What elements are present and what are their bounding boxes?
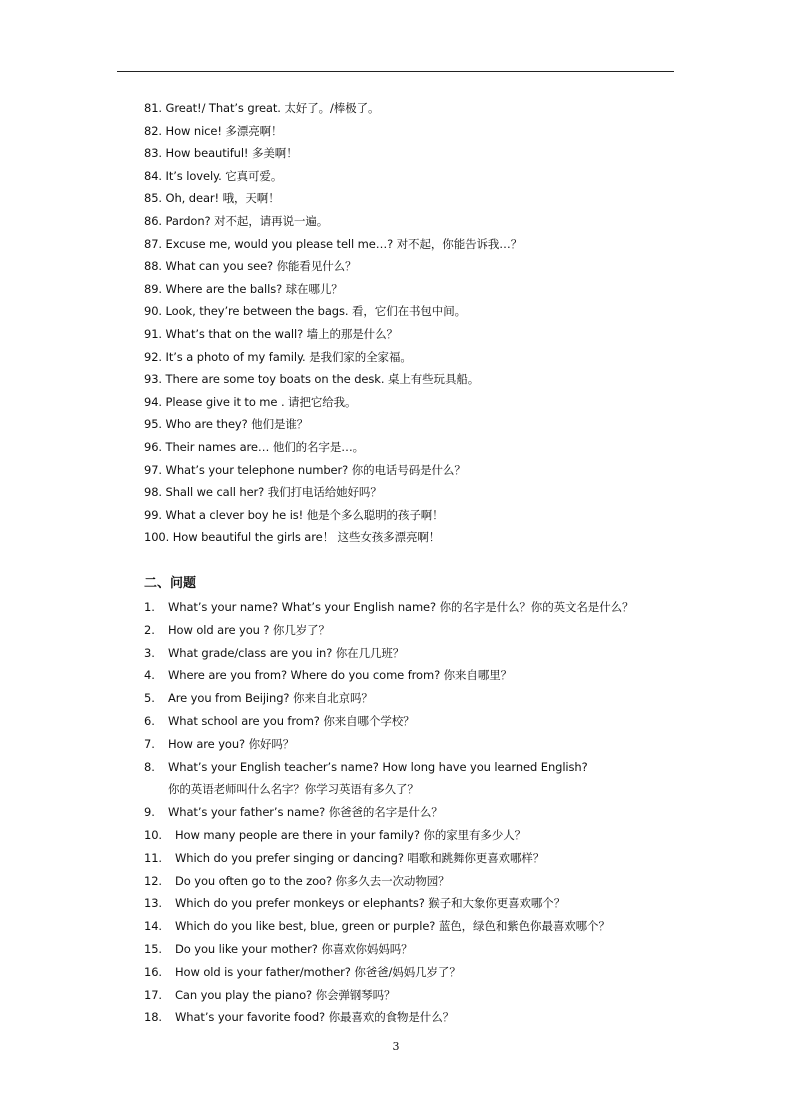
question-number: 9. <box>144 805 155 820</box>
header-rule <box>117 71 674 72</box>
question-text: Do you often go to the zoo? 你多久去一次动物园？ <box>175 873 450 888</box>
phrase-line: 90. Look, they’re between the bags. 看，它们在书包中间。 <box>144 304 466 319</box>
question-item <box>144 710 704 733</box>
question-text: How are you? 你好吗？ <box>168 736 295 751</box>
question-number: 3. <box>144 645 155 660</box>
question-number: 1. <box>144 600 155 614</box>
question-number: 8. <box>144 759 155 774</box>
question-item <box>144 870 704 893</box>
phrase-line: 93. There are some toy boats on the desk. 桌上有些玩具船。 <box>144 372 480 387</box>
phrase-line: 81. Great!/ That’s great. 太好了。/棒极了。 <box>144 101 380 115</box>
question-number: 17. <box>144 987 162 1002</box>
question-text: Can you play the piano? 你会弹钢琴吗？ <box>175 987 396 1002</box>
question-item <box>144 961 704 984</box>
page-number: 3 <box>392 1040 400 1053</box>
section-heading: 二、问题 <box>144 576 197 591</box>
phrase-line: 96. Their names are… 他们的名字是…。 <box>144 439 365 454</box>
question-list <box>144 596 704 1029</box>
question-item <box>144 664 704 687</box>
phrase-line: 85. Oh, dear! 哦，天啊！ <box>144 191 280 206</box>
question-number: 13. <box>144 896 162 911</box>
question-number: 14. <box>144 919 162 934</box>
question-number: 16. <box>144 964 162 979</box>
question-text: How old are you ? 你几岁了？ <box>168 622 330 637</box>
question-text: Which do you prefer monkeys or elephants? 猴子和大象你更喜欢哪个？ <box>175 896 566 911</box>
phrase-line: 83. How beautiful! 多美啊！ <box>144 146 298 161</box>
phrase-line: 99. What a clever boy he is! 他是个多么聪明的孩子啊！ <box>144 507 444 522</box>
question-item <box>144 642 704 665</box>
question-text: What’s your name? What’s your English name? 你的名字是什么？你的英文名是什么？ <box>168 600 634 614</box>
question-item <box>144 938 704 961</box>
question-text: What school are you from? 你来自哪个学校？ <box>168 713 415 728</box>
question-text: How many people are there in your family? 你的家里有多少人？ <box>175 827 527 842</box>
question-number: 11. <box>144 850 162 865</box>
question-number: 18. <box>144 1010 162 1025</box>
phrase-line: 89. Where are the balls? 球在哪儿？ <box>144 281 343 296</box>
question-item <box>144 687 704 710</box>
question-text: What grade/class are you in? 你在几几班？ <box>168 645 405 660</box>
question-item <box>144 801 704 824</box>
question-item <box>144 756 704 802</box>
phrase-line: 87. Excuse me, would you please tell me…? 对不起，你能告诉我…？ <box>144 236 523 251</box>
question-text: Where are you from? Where do you come from? 你来自哪里？ <box>168 668 513 683</box>
question-text: Are you from Beijing? 你来自北京吗？ <box>168 691 373 706</box>
question-text: What’s your father’s name? 你爸爸的名字是什么？ <box>168 805 443 820</box>
question-item <box>144 619 704 642</box>
question-text: Which do you prefer singing or dancing? 唱歌和跳舞你更喜欢哪样？ <box>175 850 545 865</box>
phrase-line: 98. Shall we call her? 我们打电话给她好吗？ <box>144 485 382 500</box>
phrase-line: 97. What’s your telephone number? 你的电话号码是什么？ <box>144 462 466 477</box>
phrase-line: 94. Please give it to me . 请把它给我。 <box>144 394 357 409</box>
question-text: Do you like your mother? 你喜欢你妈妈吗？ <box>175 941 413 956</box>
question-item <box>144 847 704 870</box>
question-number: 2. <box>144 622 155 637</box>
phrase-line: 92. It’s a photo of my family. 是我们家的全家福。 <box>144 349 412 364</box>
phrase-line: 88. What can you see? 你能看见什么？ <box>144 259 357 274</box>
phrase-line: 84. It’s lovely. 它真可爱。 <box>144 168 283 183</box>
question-item <box>144 915 704 938</box>
question-number: 7. <box>144 736 155 751</box>
question-number: 12. <box>144 873 162 888</box>
question-text: What’s your English teacher’s name? How long have you learned English? <box>168 759 588 774</box>
question-number: 6. <box>144 713 155 728</box>
question-text: What’s your favorite food? 你最喜欢的食物是什么？ <box>175 1010 455 1025</box>
question-item <box>144 1006 704 1029</box>
question-item <box>144 824 704 847</box>
question-item <box>144 984 704 1007</box>
question-text: How old is your father/mother? 你爸爸/妈妈几岁了？ <box>175 964 461 979</box>
question-item <box>144 596 704 619</box>
question-number: 15. <box>144 941 162 956</box>
question-translation: 你的英语老师叫什么名字？你学习英语有多久了？ <box>168 782 419 797</box>
question-item <box>144 733 704 756</box>
question-item <box>144 892 704 915</box>
phrase-line: 100. How beautiful the girls are！ 这些女孩多漂亮啊！ <box>144 530 441 545</box>
question-number: 10. <box>144 827 162 842</box>
phrase-list <box>144 97 664 549</box>
phrase-line: 86. Pardon? 对不起，请再说一遍。 <box>144 213 329 228</box>
question-number: 5. <box>144 691 155 706</box>
phrase-line: 95. Who are they? 他们是谁？ <box>144 417 309 432</box>
question-number: 4. <box>144 668 155 683</box>
phrase-line: 91. What’s that on the wall? 墙上的那是什么？ <box>144 326 398 341</box>
phrase-line: 82. How nice! 多漂亮啊！ <box>144 123 283 138</box>
question-text: Which do you like best, blue, green or purple? 蓝色，绿色和紫色你最喜欢哪个？ <box>175 919 610 934</box>
